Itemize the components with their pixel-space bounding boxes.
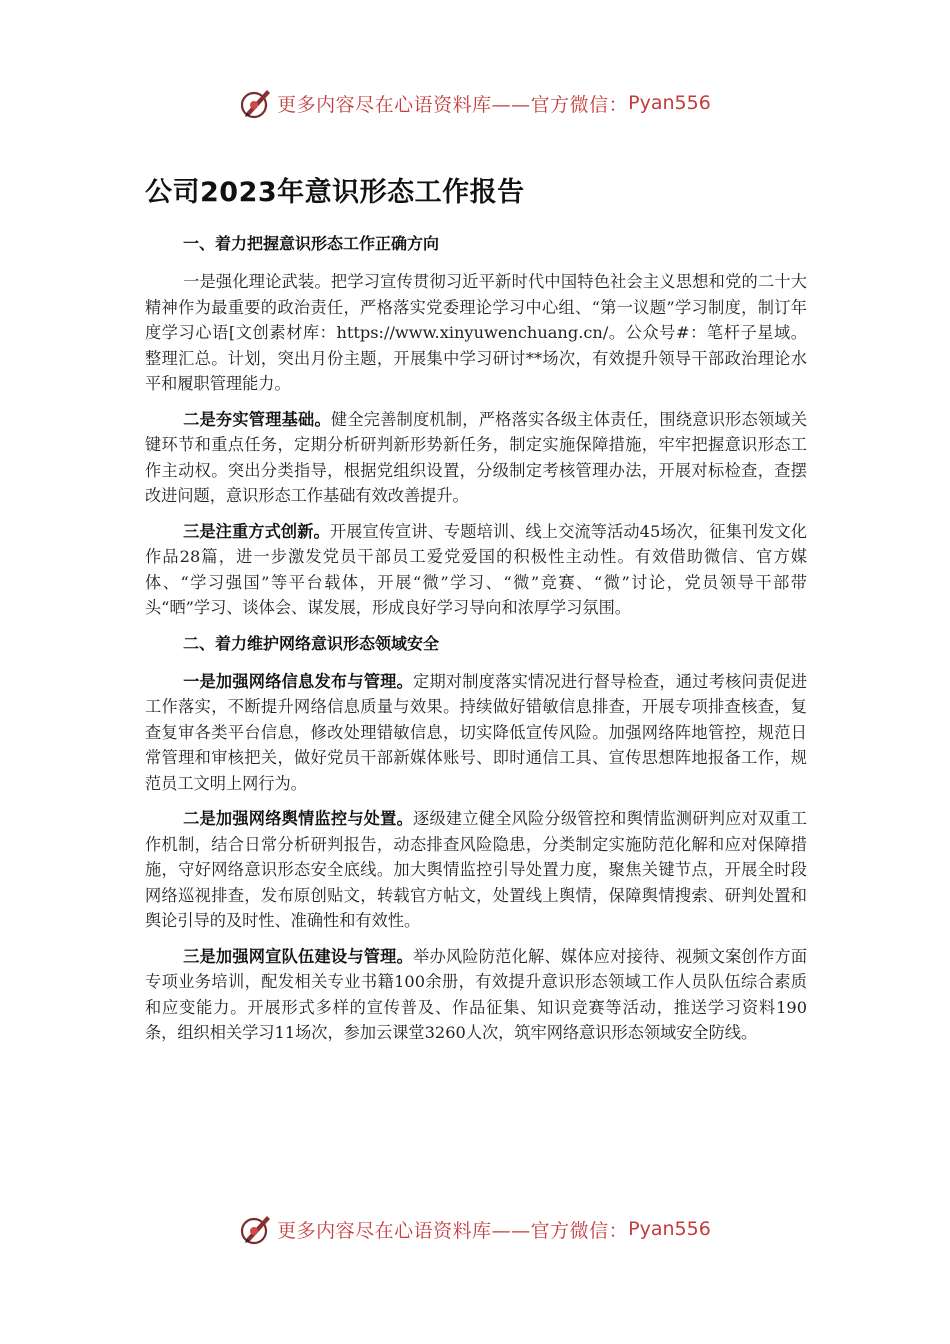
paragraph-text: 举办风险防范化解、媒体应对接待、视频文案创作方面专项业务培训，配发相关专业书籍100余册，有效提升意识形态领域工作人员队伍综合素质和应变能力。开展形式多样的宣传普及、作品征集、知识竞赛等活动，推送学习资料190条，组织相关学习11场次，参加云课堂3260人次，筑牢网络意识形态领域安全防线。 bbox=[145, 946, 808, 1042]
banner-text: 更多内容尽在心语资料库——官方微信： bbox=[277, 1219, 629, 1242]
paragraph-text: 健全完善制度机制，严格落实各级主体责任，围绕意识形态领域关键环节和重点任务，定期分析研判新形势新任务，制定实施保障措施，牢牢把握意识形态工作主动权。突出分类指导，根据党组织设置，分级制定考核管理办法，开展对标检查，查摆改进问题，意识形态工作基础有效改善提升。 bbox=[145, 409, 808, 505]
paragraph bbox=[145, 806, 807, 934]
section-heading-1: 一、着力把握意识形态工作正确方向 bbox=[183, 234, 440, 253]
paragraph-lead: 一是加强网络信息发布与管理。 bbox=[183, 671, 414, 691]
paragraph-text: 定期对制度落实情况进行督导检查，通过考核问责促进工作落实，不断提升网络信息质量与效果。持续做好错敏信息排查，开展专项排查核查，复查复审各类平台信息，修改处理错敏信息，切实降低宣传风险。加强网络阵地管控，规范日常管理和审核把关，做好党员干部新媒体账号、即时通信工具、宣传思想阵地报备工作，规范员工文明上网行为。 bbox=[145, 671, 808, 793]
pen-logo-icon bbox=[239, 86, 273, 120]
header-watermark-banner bbox=[0, 86, 950, 120]
paragraph-text: 开展宣传宣讲、专题培训、线上交流等活动45场次，征集刊发文化作品28篇，进一步激发党员干部员工爱党爱国的积极性主动性。有效借助微信、官方媒体、“学习强国”等平台载体，开展“微”学习、“微”竞赛、“微”讨论，党员领导干部带头“晒”学习、谈体会、谋发展，形成良好学习导向和浓厚学习氛围。 bbox=[145, 521, 807, 617]
paragraph bbox=[145, 944, 807, 1046]
paragraph-lead: 三是加强网宣队伍建设与管理。 bbox=[183, 946, 414, 966]
banner-wechat-id: Pyan556 bbox=[628, 1218, 711, 1240]
footer-watermark-banner bbox=[0, 1212, 950, 1246]
banner-text: 更多内容尽在心语资料库——官方微信： bbox=[277, 93, 629, 116]
paragraph bbox=[145, 519, 807, 621]
document-body bbox=[145, 170, 807, 1056]
pen-logo-icon bbox=[239, 1212, 273, 1246]
section-heading-2: 二、着力维护网络意识形态领域安全 bbox=[183, 633, 440, 653]
paragraph bbox=[145, 407, 807, 509]
paragraph-lead: 二是加强网络舆情监控与处置。 bbox=[183, 809, 414, 828]
paragraph-text: 一是强化理论武装。把学习宣传贯彻习近平新时代中国特色社会主义思想和党的二十大精神作为最重要的政治责任，严格落实党委理论学习中心组、“第一议题”学习制度，制订年度学习心语[文创素材库：https://www.xinyuwenchuang.cn/。公众号#：笔杆子星域。整理汇总。计划，突出月份主题，开展集中学习研讨**场次，有效提升领导干部政治理论水平和履职管理能力。 bbox=[145, 272, 807, 393]
paragraph-lead: 二是夯实管理基础。 bbox=[183, 409, 331, 429]
paragraph bbox=[145, 269, 807, 397]
banner-wechat-id: Pyan556 bbox=[628, 92, 711, 114]
paragraph-text: 逐级建立健全风险分级管控和舆情监测研判应对双重工作机制，结合日常分析研判报告，动态排查风险隐患，分类制定实施防范化解和应对保障措施，守好网络意识形态安全底线。加大舆情监控引导处置力度，聚焦关键节点，开展全时段网络巡视排查，发布原创贴文，转载官方帖文，处置线上舆情，保障舆情搜索、研判处置和舆论引导的及时性、准确性和有效性。 bbox=[145, 809, 808, 930]
paragraph bbox=[145, 669, 807, 797]
paragraph-lead: 三是注重方式创新。 bbox=[183, 521, 330, 541]
document-title: 公司2023年意识形态工作报告 bbox=[145, 177, 525, 208]
